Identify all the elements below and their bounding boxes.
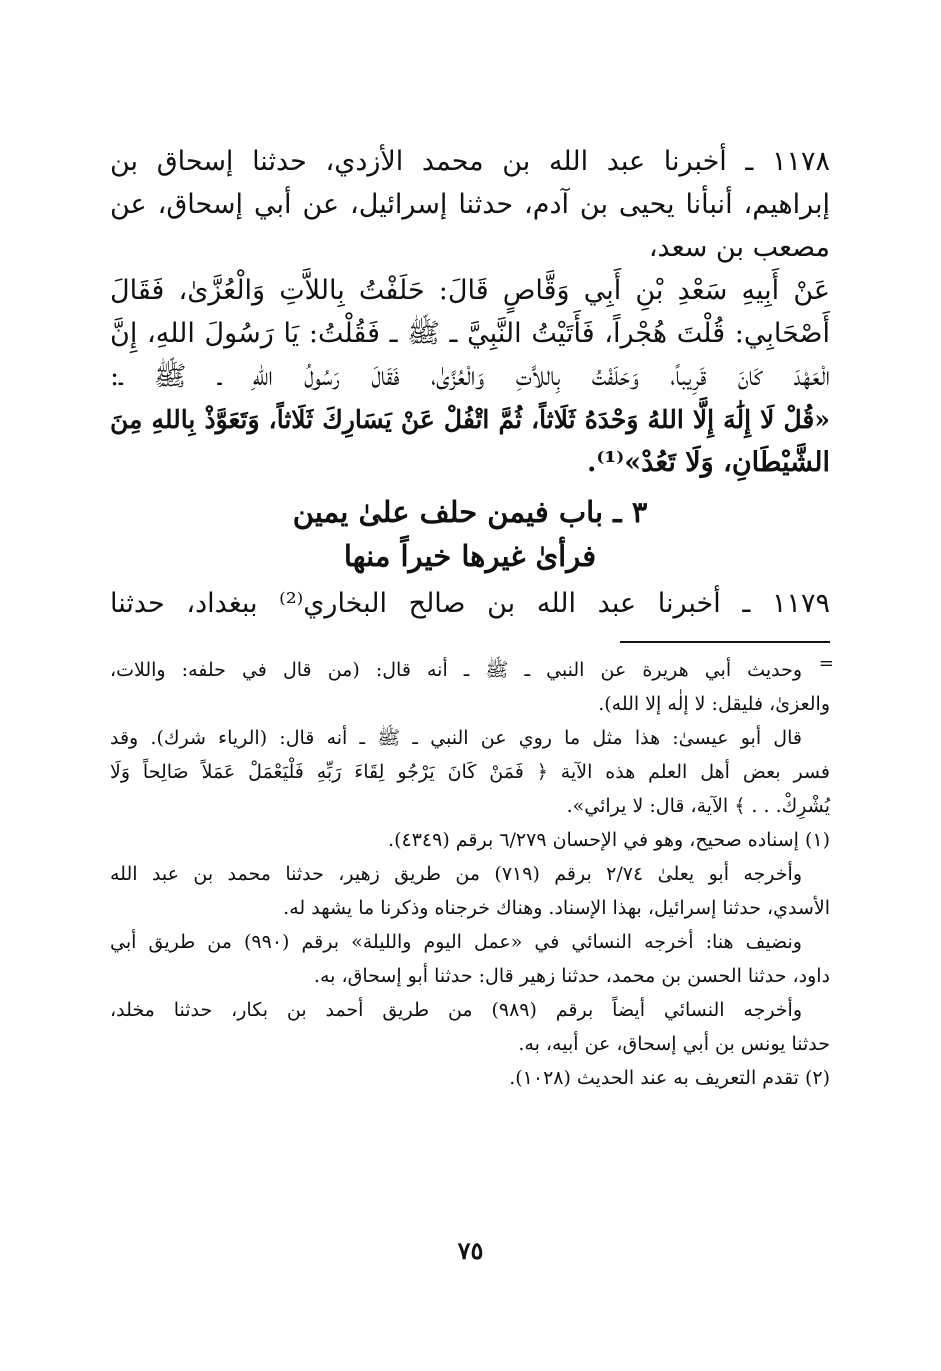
- footnote-line-4: فسر بعض أهل العلم هذه الآية ﴿ فَمَنْ كَانَ يَرْجُو لِقَاءَ رَبِّهِ فَلْيَعْمَلْ عَمَلاً صَالِحاً وَلَا: [110, 761, 830, 783]
- hadith-1178-line-2: إبراهيم، أنبأنا يحيى بن آدم، حدثنا إسرائيل، عن أبي إسحاق، عن: [110, 189, 830, 220]
- hadith-1178-line-8: الشَّيْطَانِ، وَلَا تَعُدْ»⁽¹⁾.: [586, 447, 830, 478]
- hadith-1178: [110, 140, 830, 484]
- hadith-1179-line: ١١٧٩ ـ أخبرنا عبد الله بن صالح البخاري⁽²⁾ ببغداد، حدثنا: [110, 588, 831, 619]
- footnote-line-3: قال أبو عيسىٰ: هذا مثل ما روي عن النبي ـ ﷺ ـ أنه قال: (الرياء شرك). وقد: [110, 727, 802, 749]
- page-number: ٧٥: [457, 1236, 484, 1265]
- footnote-1: (١) إسناده صحيح، وهو في الإحسان ٦/٢٧٩ برقم (٤٣٤٩).: [388, 829, 830, 851]
- footnote-line-2: والعزىٰ، فليقل: لا إلٰه إلا الله).: [598, 693, 830, 715]
- footnote-line-8: الأسدي، حدثنا إسرائيل، بهذا الإسناد. وهناك خرجناه وذكرنا ما يشهد له.: [283, 897, 830, 919]
- chapter-heading-line-1: ٣ ـ باب فيمن حلف علىٰ يمين: [292, 495, 648, 529]
- footnote-line-10: داود، حدثنا الحسن بن محمد، حدثنا زهير قال: حدثنا أبو إسحاق، به.: [313, 965, 830, 987]
- footnote-line-1: وحديث أبي هريرة عن النبي ـ ﷺ ـ أنه قال: (من قال في حلفه: واللات،: [110, 659, 802, 681]
- footnotes: [110, 653, 834, 1095]
- hadith-1178-line-5: أَصْحَابِي: قُلْتَ هُجْراً، فَأَتَيْتُ النَّبِيَّ ـ ﷺ ـ فَقُلْتُ: يَا رَسُولَ اللهِ، إِنَّ: [110, 318, 830, 349]
- footnote-line-9: ونضيف هنا: أخرجه النسائي في «عمل اليوم والليلة» برقم (٩٩٠) من طريق أبي: [110, 931, 802, 953]
- footnote-line-5: يُشْرِكْ. . . ﴾ الآية، قال: لا يرائي».: [566, 795, 830, 817]
- chapter-heading: [110, 490, 830, 578]
- footnote-line-12: حدثنا يونس بن أبي إسحاق، عن أبيه، به.: [518, 1033, 830, 1055]
- chapter-heading-line-2: فرأىٰ غيرها خيراً منها: [343, 539, 597, 573]
- footnote-line-11: وأخرجه النسائي أيضاً برقم (٩٨٩) من طريق أحمد بن بكار، حدثنا مخلد،: [110, 999, 803, 1021]
- hadith-1178-line-4: عَنْ أَبِيهِ سَعْدِ بْنِ أَبِي وَقَّاصٍ قَالَ: حَلَفْتُ بِاللاَّتِ وَالْعُزَّىٰ، فَقَالَ: [110, 275, 830, 306]
- hadith-1178-line-7: «قُلْ لَا إِلَٰهَ إِلَّا اللهُ وَحْدَهُ ثَلَاثاً، ثُمَّ اتْفُلْ عَنْ يَسَارِكَ ثَلَاثاً، وَتَعَوَّذْ بِاللهِ مِنَ: [110, 405, 830, 434]
- hadith-1178-line-6: الْعَهْدَ كَانَ قَرِيباً، وَحَلَفْتُ بِاللاَّتِ وَالْعُزَّىٰ، فَقَالَ رَسُولُ اللهِ ـ ﷺ ـ:: [110, 361, 830, 392]
- footnote-separator: [620, 641, 830, 643]
- hadith-1178-line-1: ١١٧٨ ـ أخبرنا عبد الله بن محمد الأزدي، حدثنا إسحاق بن: [110, 146, 830, 177]
- page-body: [110, 140, 834, 1095]
- continuation-mark: =: [818, 653, 834, 674]
- footnote-2: (٢) تقدم التعريف به عند الحديث (١٠٢٨).: [509, 1067, 830, 1089]
- footnote-line-7: وأخرجه أبو يعلىٰ ٢/٧٤ برقم (٧١٩) من طريق زهير، حدثنا محمد بن عبد الله: [110, 863, 802, 885]
- hadith-1178-line-3: مصعب بن سعد،: [648, 232, 830, 263]
